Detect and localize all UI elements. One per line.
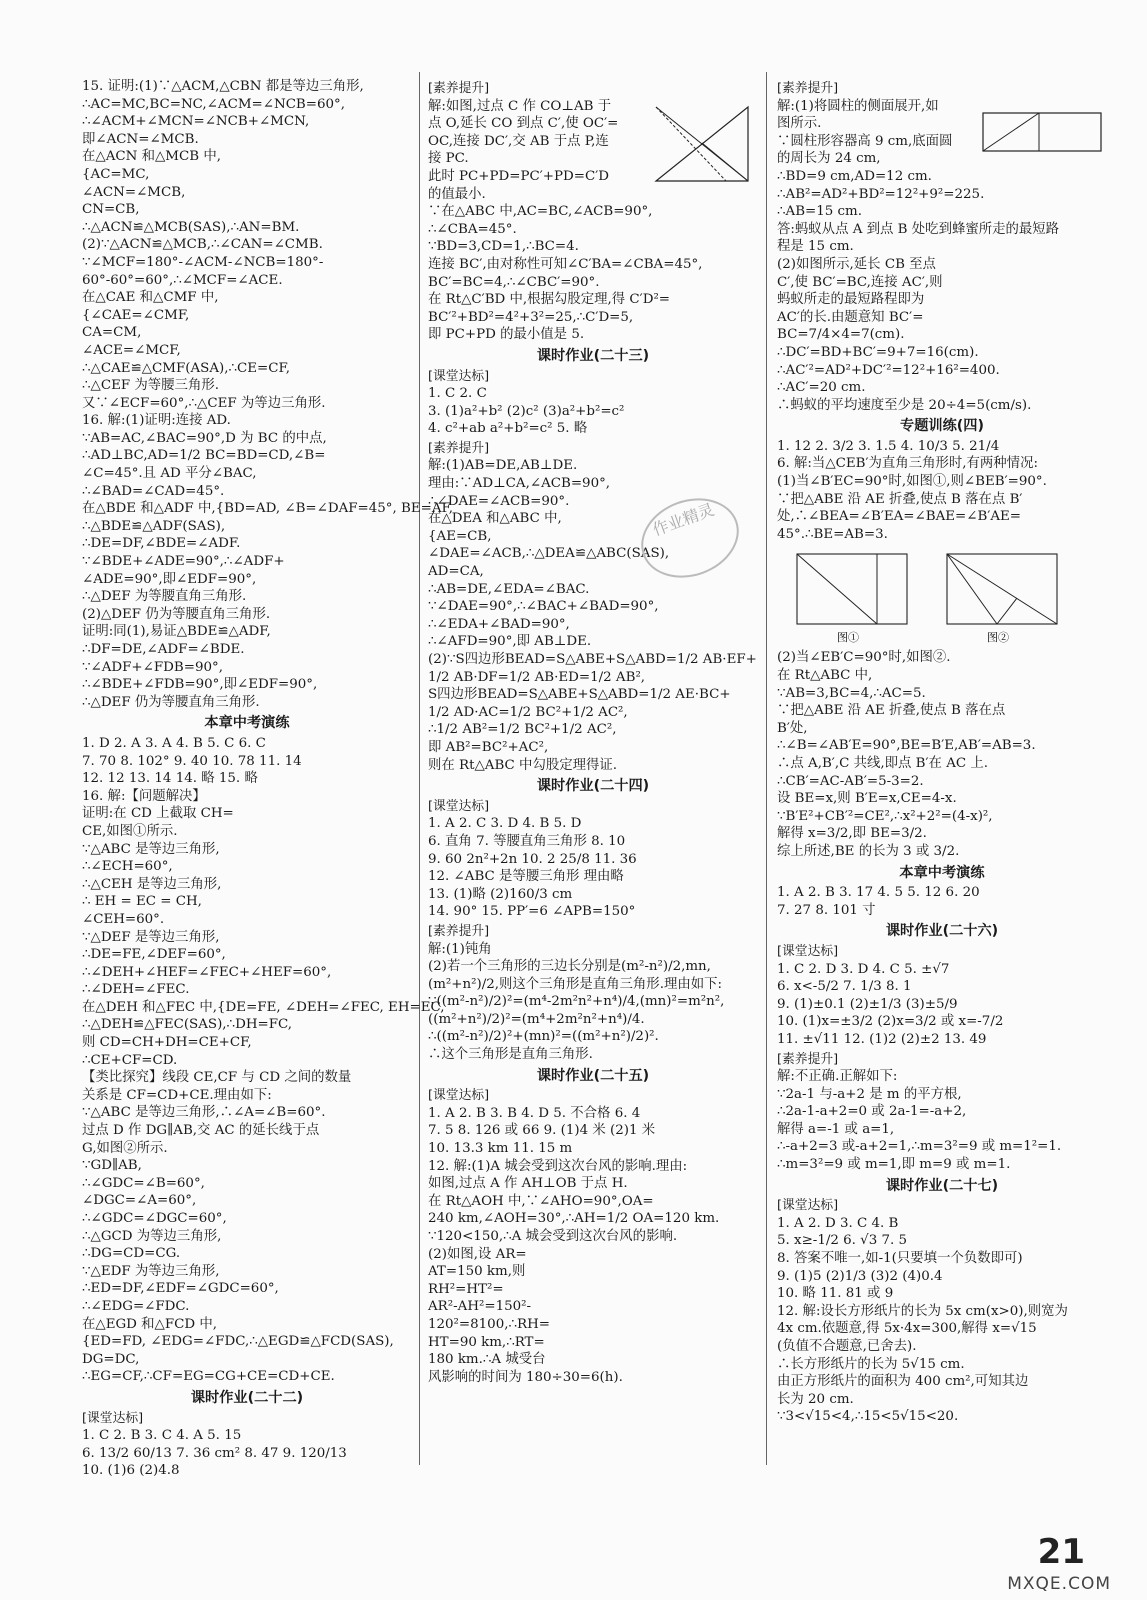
section-tag: [素养提升] (777, 81, 839, 96)
text-line: 程是 15 cm. (777, 239, 854, 255)
text-line: ∵△DEF 是等边三角形, (82, 929, 220, 945)
text-block (777, 438, 1107, 544)
text-line: ∵120<150,∴A 城会受到这次台风的影响. (428, 1229, 678, 1244)
text-line: ∴∠EDA+∠BAD=90°, (428, 616, 570, 632)
text-line: 在△EGD 和△FCD 中, (82, 1316, 218, 1332)
text-line: ∵AB=3,BC=4,∴AC=5. (777, 685, 926, 701)
text-line: 45°.∴BE=AB=3. (777, 526, 888, 542)
section-title: 本章中考演练 (899, 864, 985, 881)
text-line: ∴点 A,B′,C 共线,即点 B′在 AC 上. (777, 756, 989, 771)
section-tag: [课堂达标] (777, 943, 839, 959)
text-line: 4. c²+ab a²+b²=c² 5. 略 (428, 421, 588, 437)
text-line: 在△CAE 和△CMF 中, (82, 290, 219, 306)
text-line: ∴1/2 AB²=1/2 BC²+1/2 AC², (428, 722, 617, 738)
text-line: 4x cm.依题意,得 5x·4x=300,解得 x=√15 (777, 1321, 1037, 1337)
section-title: 课时作业(二十三) (536, 347, 650, 364)
text-line: ∴∠DAE=∠ACB=90°. (428, 493, 570, 509)
section-tag: [课堂达标] (428, 368, 490, 384)
text-line: 长为 20 cm. (777, 1391, 854, 1407)
text-line: 过点 D 作 DG∥AB,交 AC 的延长线于点 (82, 1123, 320, 1139)
text-line: ∵∠MCF=180°-∠ACM-∠NCB=180°- (82, 254, 324, 270)
text-line: 9. (1)±0.1 (2)±1/3 (3)±5/9 (777, 996, 958, 1012)
text-line: 则在 Rt△ABC 中勾股定理得证. (428, 757, 618, 773)
text-line: S四边形BEAD=S△ABE+S△ABD=1/2 AE·BC+ (428, 687, 731, 703)
triangle-figure (648, 101, 758, 191)
text-line: 12. 12 13. 14 14. 略 15. 略 (82, 771, 258, 787)
text-line: (2)如图所示,延长 CB 至点 (777, 256, 936, 272)
text-line: ∵∠DAE=90°,∴∠BAC+∠BAD=90°, (428, 599, 659, 615)
text-line: 14. 90° 15. PP′=6 ∠APB=150° (428, 904, 636, 920)
text-line: 解得 x=3/2,即 BE=3/2. (777, 826, 927, 842)
section-title: 课时作业(二十四) (536, 778, 650, 795)
text-line: (2)∵△ACN≌△MCB,∴∠CAN=∠CMB. (82, 237, 323, 253)
stamp-logo: 作业精灵 (630, 485, 750, 591)
text-line: ∴∠CBA=45°. (428, 221, 517, 237)
text-line: ∴△DEF 为等腰直角三角形. (82, 589, 247, 605)
text-line: ∴△CEH 是等边三角形, (82, 876, 222, 892)
text-line: ∴m=3²=9 或 m=1,即 m=9 或 m=1. (777, 1157, 1011, 1173)
text-line: 1. 12 2. 3/2 3. 1.5 4. 10/3 5. 21/4 (777, 438, 1000, 454)
text-line: 解:(1)AB=DE,AB⊥DE. (428, 458, 578, 474)
text-line: 1. C 2. D 3. D 4. C 5. ±√7 (777, 961, 950, 977)
text-line: ∠DGC=∠A=60°, (82, 1193, 197, 1209)
section-title: 课时作业(二十六) (885, 923, 999, 940)
text-line: 在 Rt△C′BD 中,根据勾股定理,得 C′D²= (428, 292, 671, 308)
text-line: 处,∴∠BEA=∠B′EA=∠BAE=∠B′AE= (777, 509, 1022, 525)
fold-figures (777, 546, 1107, 646)
text-line: 16. 解:(1)证明:连接 AD. (82, 413, 231, 429)
text-line: 关系是 CF=CD+CE.理由如下: (82, 1087, 272, 1103)
text-line: ∠DAE=∠ACB,∴△DEA≌△ABC(SAS), (428, 546, 670, 562)
text-line: ∴∠DEH+∠HEF=∠FEC+∠HEF=60°, (82, 964, 332, 980)
text-line: BC′=BC=4,∴∠CBC′=90°. (428, 274, 600, 290)
text-block (82, 735, 445, 1386)
text-line: (2)如图,设 AR= (428, 1246, 527, 1262)
text-line: ∴EG=CF,∴CF=EG=CG+CE=CD+CE. (82, 1369, 335, 1385)
text-block (428, 941, 758, 1064)
text-line: 即 AB²=BC²+AC², (428, 739, 549, 755)
text-line: {ED=FD, ∠EDG=∠FDC,∴△EGD≌△FCD(SAS), (82, 1334, 394, 1350)
text-line: ∴AD⊥BC,AD=1/2 BC=BD=CD,∠B= (82, 448, 326, 464)
text-line: 的周长为 24 cm, (777, 151, 881, 167)
section-tag: [课堂达标] (428, 1088, 490, 1104)
text-line: DG=DC, (82, 1351, 140, 1367)
text-line: 10. (1)x=±3/2 (2)x=3/2 或 x=-7/2 (777, 1014, 1004, 1030)
page-number: 21 (1037, 1532, 1085, 1572)
text-line: 9. 60 2n²+2n 10. 2 25/8 11. 36 (428, 851, 637, 867)
text-line: C′,使 BC′=BC,连接 AC′,则 (777, 274, 943, 290)
text-line: 10. 略 11. 81 或 9 (777, 1286, 894, 1302)
section-title: 课时作业(二十七) (885, 1177, 999, 1194)
section-tag: [素养提升] (428, 923, 490, 939)
text-line: 则 CD=CH+DH=CE+CF, (82, 1035, 252, 1051)
text-line: CE,如图①所示. (82, 823, 178, 839)
text-line: ∴∠EDG=∠FDC. (82, 1298, 190, 1314)
section-tag: [课堂达标] (82, 1410, 144, 1426)
text-line: AD=CA, (428, 564, 484, 580)
text-line: ∴AB²=AD²+BD²=12²+9²=225. (777, 186, 985, 202)
text-line: 3. (1)a²+b² (2)c² (3)a²+b²=c² (428, 403, 625, 419)
text-block (428, 385, 758, 438)
text-line: 240 km,∠AOH=30°,∴AH=1/2 OA=120 km. (428, 1211, 720, 1227)
text-line: (2)当∠EB′C=90°时,如图②. (777, 650, 951, 666)
text-line: 在 Rt△AOH 中,∵∠AHO=90°,OA= (428, 1193, 654, 1209)
text-line: 在△DEA 和△ABC 中, (428, 511, 562, 527)
text-line: 6. 13/2 60/13 7. 36 cm² 8. 47 9. 120/13 (82, 1445, 347, 1461)
text-line: 10. (1)6 (2)4.8 (82, 1463, 180, 1479)
text-line: (2)若一个三角形的三边长分别是(m²-n²)/2,mn, (428, 959, 711, 975)
text-line: ∴ED=DF,∠EDF=∠GDC=60°, (82, 1281, 279, 1297)
text-line: 5. x≥-1/2 6. √3 7. 5 (777, 1233, 908, 1249)
text-line: 16. 解:【问题解决】 (82, 788, 206, 804)
text-line: ∴蚂蚁的平均速度至少是 20÷4=5(cm/s). (777, 397, 1032, 413)
text-line: ∴DE=FE,∠DEF=60°, (82, 947, 226, 963)
text-line: 8. 答案不唯一,如-1(只要填一个负数即可) (777, 1251, 1023, 1267)
text-block (777, 884, 1107, 919)
text-line: ∠CEH=60°. (82, 911, 165, 927)
text-line: ∴∠B=∠AB′E=90°,BE=B′E,AB′=AB=3. (777, 738, 1036, 754)
text-line: (负值不合题意,已舍去). (777, 1339, 917, 1354)
text-line: ∴DE=DF,∠BDE=∠ADF. (82, 536, 241, 552)
text-line: CA=CM, (82, 325, 142, 341)
text-line: (m²+n²)/2,则这个三角形是直角三角形.理由如下: (428, 976, 723, 992)
text-line: ∵把△ABE 沿 AE 折叠,使点 B 落在点 (777, 703, 1006, 719)
text-line: ∵∠BDE+∠ADE=90°,∴∠ADF+ (82, 554, 285, 570)
text-line: ∴△ACN≌△MCB(SAS),∴AN=BM. (82, 219, 300, 235)
text-line: 此时 PC+PD=PC′+PD=C′D (428, 168, 609, 184)
text-block (777, 649, 1107, 860)
text-line: 1/2 AB·DF=1/2 AB·ED=1/2 AB², (428, 669, 646, 685)
cylinder-net-figure (977, 101, 1107, 161)
text-line: CN=CB, (82, 202, 140, 218)
section-tag: [课堂达标] (777, 1198, 839, 1214)
text-line: BC=7/4×4=7(cm). (777, 327, 905, 343)
section-title: 课时作业(二十二) (190, 1389, 304, 1406)
text-line: 7. 27 8. 101 寸 (777, 902, 876, 918)
text-line: ((m²+n²)/2)²=(m⁴+2m²n²+n⁴)/4. (428, 1011, 645, 1027)
text-block (82, 1427, 412, 1480)
text-line: ∴ EH = EC = CH, (82, 894, 202, 910)
text-line: 180 km.∴A 城受台 (428, 1352, 546, 1368)
text-line: ∴AB=DE,∠EDA=∠BAC. (428, 581, 590, 597)
text-line: (2)∵S四边形BEAD=S△ABE+S△ABD=1/2 AB·EF+ (428, 652, 757, 667)
text-line: ∵△ABC 是等边三角形,∴∠A=∠B=60°. (82, 1105, 326, 1121)
text-line: ∠ACE=∠MCF, (82, 342, 181, 358)
text-line: (1)当∠B′EC=90°时,如图①,则∠BEB′=90°. (777, 474, 1047, 490)
text-line: RH²=HT²= (428, 1281, 504, 1297)
text-line: ∵BD=3,CD=1,∴BC=4. (428, 239, 579, 255)
text-line: 风影响的时间为 180÷30=6(h). (428, 1369, 623, 1385)
text-line: ∴∠GDC=∠DGC=60°, (82, 1211, 227, 1226)
text-line: ∴∠BAD=∠CAD=45°. (82, 483, 225, 499)
text-line: 1. C 2. B 3. C 4. A 5. 15 (82, 1428, 242, 1444)
text-line: 7. 5 8. 126 或 66 9. (1)4 米 (2)1 米 (428, 1123, 656, 1139)
text-line: 解得 a=-1 或 a=1, (777, 1121, 895, 1137)
section-tag: [素养提升] (777, 1051, 839, 1067)
text-line: 连接 BC′,由对称性可知∠C′BA=∠CBA=45°, (428, 256, 703, 272)
section-title: 专题训练(四) (900, 418, 984, 435)
text-line: ∵把△ABE 沿 AE 折叠,使点 B 落在点 B′ (777, 491, 1023, 507)
text-line: ∵△EDF 为等边三角形, (82, 1263, 220, 1279)
text-line: ∵AB=AC,∠BAC=90°,D 为 BC 的中点, (82, 430, 327, 446)
text-line: {∠CAE=∠CMF, (82, 307, 190, 323)
section-title: 本章中考演练 (204, 715, 290, 732)
text-line: 蚂蚁所走的最短路程即为 (777, 292, 925, 308)
text-line: ∴∠ECH=60°, (82, 859, 173, 875)
text-line: {AC=MC, (82, 166, 150, 182)
column-middle (428, 78, 758, 1480)
text-line: 证明:在 CD 上截取 CH= (82, 806, 234, 822)
text-line: G,如图②所示. (82, 1140, 168, 1156)
text-line: ∵GD∥AB, (82, 1158, 142, 1174)
text-line: 即∠ACN=∠MCB. (82, 131, 199, 147)
text-line: ∵3<√15<4,∴15<5√15<20. (777, 1409, 959, 1425)
text-line: ∴BD=9 cm,AD=12 cm. (777, 168, 932, 184)
text-line: 60°-60°=60°,∴∠MCF=∠ACE. (82, 272, 283, 288)
text-line: 10. 13.3 km 11. 15 m (428, 1141, 573, 1157)
text-line: 【类比探究】线段 CE,CF 与 CD 之间的数量 (82, 1070, 352, 1086)
text-line: 设 BE=x,则 B′E=x,CE=4-x. (777, 791, 957, 807)
figure-caption: 图① (837, 631, 859, 645)
text-line: ∴长方形纸片的长为 5√15 cm. (777, 1356, 965, 1372)
text-line: {AE=CB, (428, 528, 492, 544)
text-line: 解:(1)钝角 (428, 941, 492, 957)
text-line: ∴DC′=BD+BC′=9+7=16(cm). (777, 344, 979, 360)
text-line: ∠ACN=∠MCB, (82, 184, 186, 200)
text-line: ∴AC=MC,BC=NC,∠ACM=∠NCB=60°, (82, 96, 345, 112)
text-line: OC,连接 DC′,交 AB 于点 P,连 (428, 133, 609, 149)
text-block (777, 961, 1107, 1049)
text-line: 1. A 2. C 3. D 4. B 5. D (428, 816, 582, 832)
section-tag: [素养提升] (428, 440, 490, 456)
text-line: AR²-AH²=150²- (428, 1299, 532, 1315)
text-line: 证明:同(1),易证△BDE≌△ADF, (82, 624, 271, 640)
text-line: ∵∠ADF+∠FDB=90°, (82, 659, 223, 675)
text-line: ∴∠AFD=90°,即 AB⊥DE. (428, 634, 592, 650)
text-line: ∴∠DEH=∠FEC. (82, 982, 190, 998)
text-line: 答:蚂蚁从点 A 到点 B 处吃到蜂蜜所走的最短路 (777, 221, 1060, 237)
text-block (428, 815, 758, 921)
text-line: 理由:∵AD⊥CA,∠ACB=90°, (428, 476, 611, 492)
text-line: ∵2a-1 与-a+2 是 m 的平方根, (777, 1086, 962, 1102)
text-line: (2)△DEF 仍为等腰直角三角形. (82, 606, 271, 622)
text-line: ∴AC′²=AD²+DC′²=12²+16²=400. (777, 362, 1000, 378)
text-line: 在△ACN 和△MCB 中, (82, 149, 221, 165)
text-line: 1/2 AD·AC=1/2 BC²+1/2 AC², (428, 704, 628, 720)
text-line: ∴((m²-n²)/2)²+(mn)²=((m²+n²)/2)². (428, 1029, 659, 1045)
text-line: ∴∠BDE+∠FDB=90°,即∠EDF=90°, (82, 677, 318, 693)
text-line: ∴CE+CF=CD. (82, 1052, 178, 1068)
text-line: 120²=8100,∴RH= (428, 1316, 550, 1332)
text-line: ∴AC′=20 cm. (777, 380, 866, 396)
text-line: ∴AB=15 cm. (777, 204, 862, 220)
text-line: 1. C 2. C (428, 386, 487, 402)
text-block (428, 1105, 758, 1387)
text-line: 6. 解:当△CEB′为直角三角形时,有两种情况: (777, 456, 1038, 472)
text-line: ∴△DEH≌△FEC(SAS),∴DH=FC, (82, 1017, 293, 1033)
text-line: 6. 直角 7. 等腰直角三角形 8. 10 (428, 833, 626, 849)
text-line: 12. 解:设长方形纸片的长为 5x cm(x>0),则宽为 (777, 1303, 1068, 1319)
text-line: 图所示. (777, 116, 822, 132)
text-line: 综上所述,BE 的长为 3 或 3/2. (777, 843, 960, 859)
text-line: ∵在△ABC 中,AC=BC,∠ACB=90°, (428, 204, 653, 220)
section-tag: [课堂达标] (428, 798, 490, 814)
text-line: ∠ADE=90°,即∠EDF=90°, (82, 571, 257, 587)
text-line: 11. ±√11 12. (1)2 (2)±2 13. 49 (777, 1031, 987, 1047)
text-line: 点 O,延长 CO 到点 C′,使 OC′= (428, 116, 619, 132)
column-divider (419, 72, 420, 1465)
text-line: B′处, (777, 720, 808, 736)
text-line: 即 PC+PD 的最小值是 5. (428, 327, 585, 343)
text-line: 12. ∠ABC 是等腰三角形 理由略 (428, 869, 624, 885)
text-line: ∠C=45°.且 AD 平分∠BAC, (82, 466, 257, 482)
section-title: 课时作业(二十五) (536, 1067, 650, 1084)
text-line: 解:如图,过点 C 作 CO⊥AB 于 (428, 98, 612, 114)
text-line: 解:不正确.正解如下: (777, 1069, 898, 1085)
text-line: 1. A 2. D 3. C 4. B (777, 1215, 899, 1231)
text-line: 1. A 2. B 3. B 4. D 5. 不合格 6. 4 (428, 1105, 641, 1121)
text-line: 由正方形纸片的面积为 400 cm²,可知其边 (777, 1374, 1029, 1390)
text-line: 在△DEH 和△FEC 中,{DE=FE, ∠DEH=∠FEC, EH=EC, (82, 999, 445, 1015)
text-block (777, 1068, 1107, 1174)
text-line: ∴△CEF 为等腰三角形. (82, 378, 219, 394)
watermark-logo: MXQE.COM (1007, 1574, 1111, 1594)
text-line: 在 Rt△ABC 中, (777, 668, 873, 684)
text-line: 13. (1)略 (2)160/3 cm (428, 886, 573, 902)
text-block (777, 1215, 1107, 1426)
text-line: ∴-a+2=3 或-a+2=1,∴m=3²=9 或 m=1²=1. (777, 1139, 1062, 1155)
text-line: 1. A 2. B 3. 17 4. 5 5. 12 6. 20 (777, 885, 980, 901)
text-line: ∵B′E²+CB′²=CE²,∴x²+2²=(4-x)², (777, 808, 993, 824)
text-line: ∴△GCD 为等边三角形, (82, 1228, 222, 1244)
text-line: 如图,过点 A 作 AH⊥OB 于点 H. (428, 1176, 628, 1192)
text-line: AT=150 km,则 (428, 1264, 526, 1280)
text-line: ∴△DEF 仍为等腰直角三角形. (82, 694, 260, 710)
text-line: 的值最小. (428, 186, 486, 202)
section-tag: [素养提升] (428, 81, 490, 96)
text-line: 又∵∠ECF=60°,∴△CEF 为等边三角形. (82, 395, 326, 411)
text-line: ∵((m²-n²)/2)²=(m⁴-2m²n²+n⁴)/4,(mn)²=m²n², (428, 994, 725, 1010)
text-line: ∴△BDE≌△ADF(SAS), (82, 518, 226, 534)
text-line: AC′的长.由题意知 BC′= (777, 309, 924, 325)
text-line: HT=90 km,∴RT= (428, 1334, 545, 1350)
text-line: ∵△ABC 是等边三角形, (82, 841, 220, 857)
text-line: 15. 证明:(1)∵△ACM,△CBN 都是等边三角形, (82, 79, 364, 94)
text-line: ∴∠ACM+∠MCN=∠NCB+∠MCN, (82, 114, 310, 130)
text-line: 6. x<-5/2 7. 1/3 8. 1 (777, 979, 912, 995)
text-line: ∴2a-1-a+2=0 或 2a-1=-a+2, (777, 1104, 967, 1120)
text-line: 在△BDE 和△ADF 中,{BD=AD, ∠B=∠DAF=45°, BE=AF, (82, 501, 453, 517)
text-line: 7. 70 8. 102° 9. 40 10. 78 11. 14 (82, 753, 302, 769)
text-line: ∴△CAE≌△CMF(ASA),∴CE=CF, (82, 360, 290, 376)
text-line: ∴DG=CD=CG. (82, 1246, 181, 1262)
text-line: 接 PC. (428, 151, 469, 167)
text-line: 1. D 2. A 3. A 4. B 5. C 6. C (82, 735, 266, 751)
text-line: BC′²+BD²=4²+3²=25,∴C′D=5, (428, 309, 634, 325)
column-divider (766, 72, 767, 1465)
text-line: ∵圆柱形容器高 9 cm,底面圆 (777, 133, 953, 149)
text-line: 9. (1)5 (2)1/3 (3)2 (4)0.4 (777, 1268, 943, 1284)
figure-caption: 图② (987, 631, 1009, 645)
text-line: ∴∠GDC=∠B=60°, (82, 1175, 205, 1191)
text-line: 12. 解:(1)A 城会受到这次台风的影响.理由: (428, 1158, 688, 1174)
text-line: 解:(1)将圆柱的侧面展开,如 (777, 98, 939, 114)
text-line: ∴DF=DE,∠ADF=∠BDE. (82, 642, 245, 657)
column-right (777, 78, 1107, 1480)
text-line: ∴这个三角形是直角三角形. (428, 1047, 593, 1063)
text-line: ∴CB′=AC-AB′=5-3=2. (777, 773, 924, 789)
